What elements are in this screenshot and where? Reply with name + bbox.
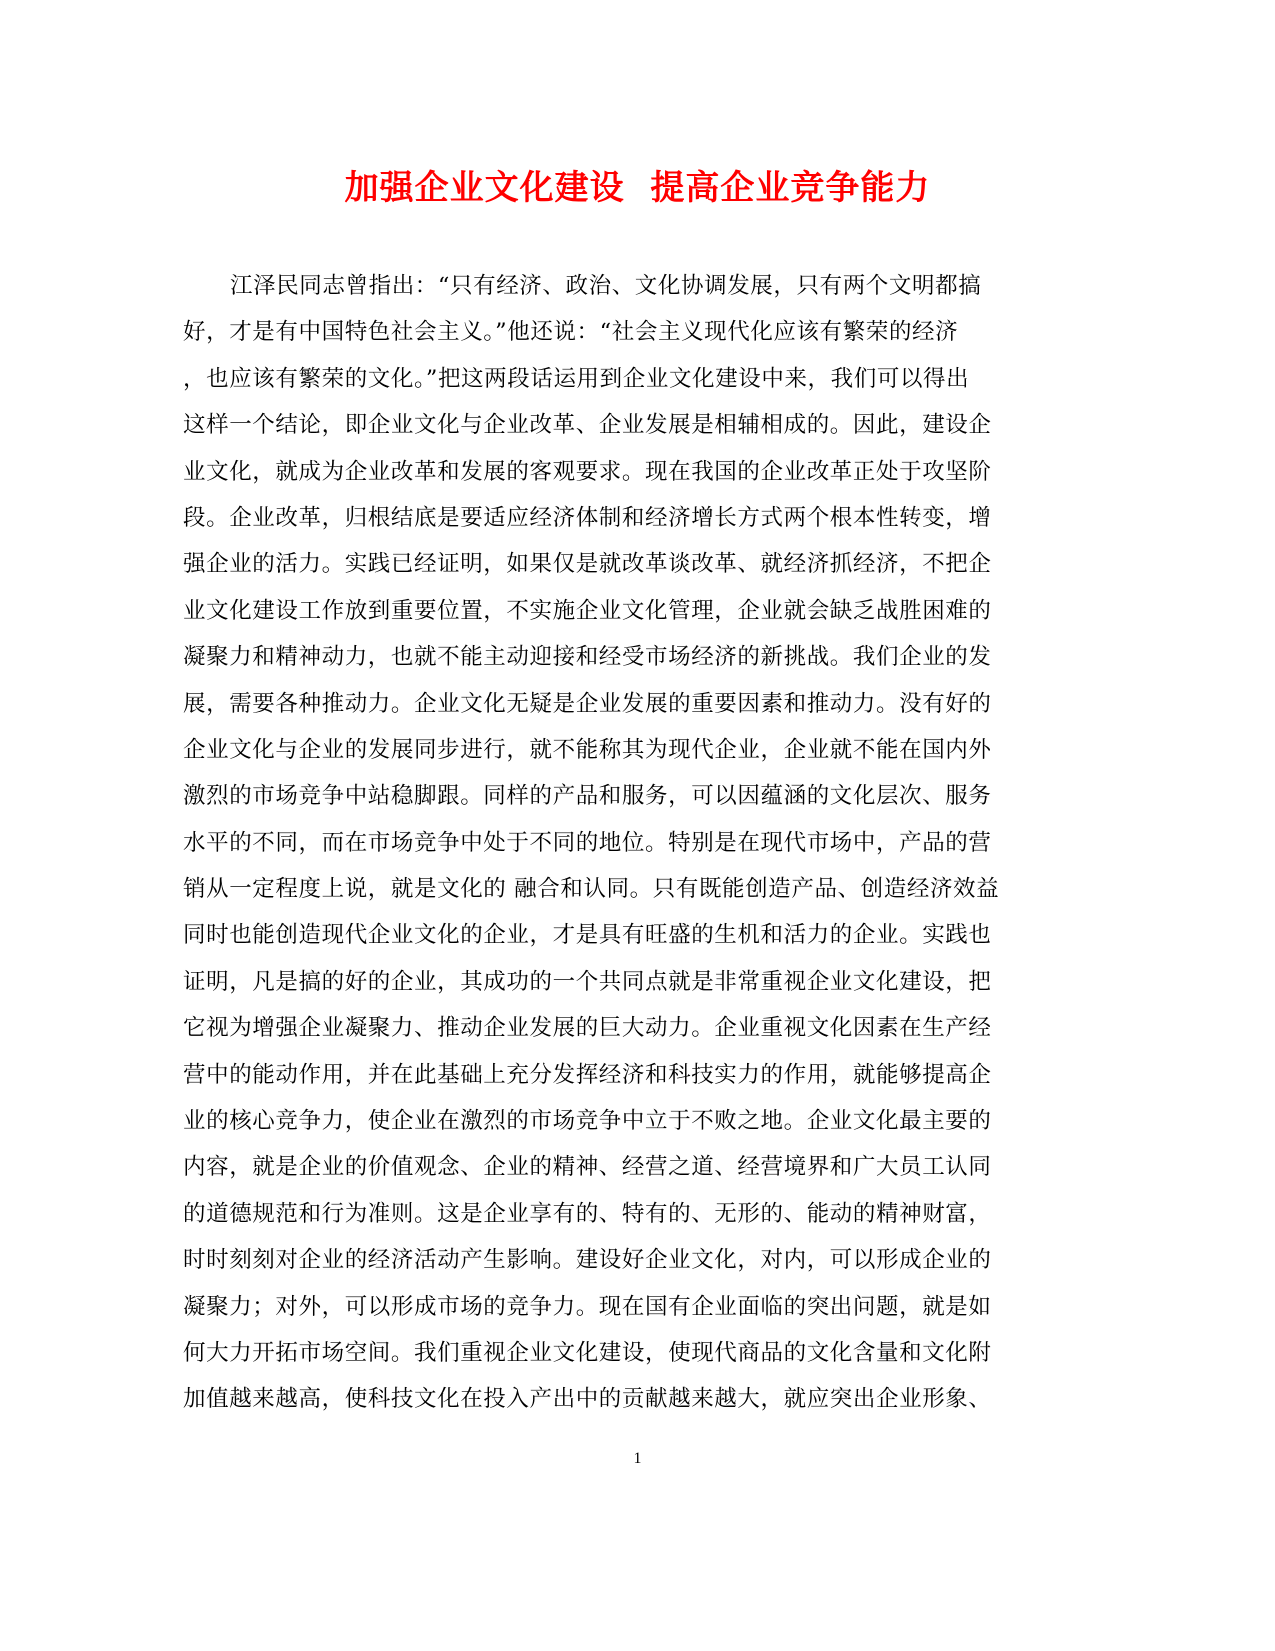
text-line: ，也应该有繁荣的文化。”把这两段话运用到企业文化建设中来，我们可以得出 (183, 365, 970, 392)
text-line: 何大力开拓市场空间。我们重视企业文化建设，使现代商品的文化含量和文化附 (183, 1339, 992, 1366)
text-line: 这样一个结论，即企业文化与企业改革、企业发展是相辅相成的。因此，建设企 (183, 412, 992, 439)
text-line: 好，才是有中国特色社会主义。”他还说：“社会主义现代化应该有繁荣的经济 (183, 319, 959, 346)
text-line: 同时也能创造现代企业文化的企业，才是具有旺盛的生机和活力的企业。实践也 (183, 922, 992, 949)
text-line: 业文化，就成为企业改革和发展的客观要求。现在我国的企业改革正处于攻坚阶 (183, 458, 992, 485)
text-line: 加值越来越高，使科技文化在投入产出中的贡献越来越大，就应突出企业形象、 (183, 1386, 992, 1413)
text-line: 凝聚力；对外，可以形成市场的竞争力。现在国有企业面临的突出问题，就是如 (183, 1293, 992, 1320)
page-title: 加强企业文化建设 提高企业竞争能力 (344, 168, 931, 208)
body-text (183, 263, 1023, 1423)
text-line: 时时刻刻对企业的经济活动产生影响。建设好企业文化，对内，可以形成企业的 (183, 1247, 992, 1274)
text-line: 业文化建设工作放到重要位置，不实施企业文化管理，企业就会缺乏战胜困难的 (183, 597, 992, 624)
text-line: 强企业的活力。实践已经证明，如果仅是就改革谈改革、就经济抓经济，不把企 (183, 551, 992, 578)
text-line: 水平的不同，而在市场竞争中处于不同的地位。特别是在现代市场中，产品的营 (183, 829, 992, 856)
page-number: 1 (633, 1450, 642, 1467)
text-line: 企业文化与企业的发展同步进行，就不能称其为现代企业，企业就不能在国内外 (183, 736, 992, 763)
text-line: 销从一定程度上说，就是文化的 融合和认同。只有既能创造产品、创造经济效益 (183, 876, 1000, 903)
text-line: 江泽民同志曾指出：“只有经济、政治、文化协调发展，只有两个文明都搞 (230, 273, 982, 299)
text-line: 的道德规范和行为准则。这是企业享有的、特有的、无形的、能动的精神财富， (183, 1200, 992, 1227)
text-line: 段。企业改革，归根结底是要适应经济体制和经济增长方式两个根本性转变，增 (183, 504, 992, 531)
text-line: 展，需要各种推动力。企业文化无疑是企业发展的重要因素和推动力。没有好的 (183, 690, 992, 717)
text-line: 营中的能动作用，并在此基础上充分发挥经济和科技实力的作用，就能够提高企 (183, 1061, 992, 1088)
text-line: 它视为增强企业凝聚力、推动企业发展的巨大动力。企业重视文化因素在生产经 (183, 1015, 992, 1042)
text-line: 业的核心竞争力，使企业在激烈的市场竞争中立于不败之地。企业文化最主要的 (183, 1108, 992, 1135)
text-line: 证明，凡是搞的好的企业，其成功的一个共同点就是非常重视企业文化建设，把 (183, 968, 992, 995)
text-line: 激烈的市场竞争中站稳脚跟。同样的产品和服务，可以因蕴涵的文化层次、服务 (183, 783, 992, 810)
text-line: 凝聚力和精神动力，也就不能主动迎接和经受市场经济的新挑战。我们企业的发 (183, 644, 992, 671)
text-line: 内容，就是企业的价值观念、企业的精神、经营之道、经营境界和广大员工认同 (183, 1154, 992, 1181)
